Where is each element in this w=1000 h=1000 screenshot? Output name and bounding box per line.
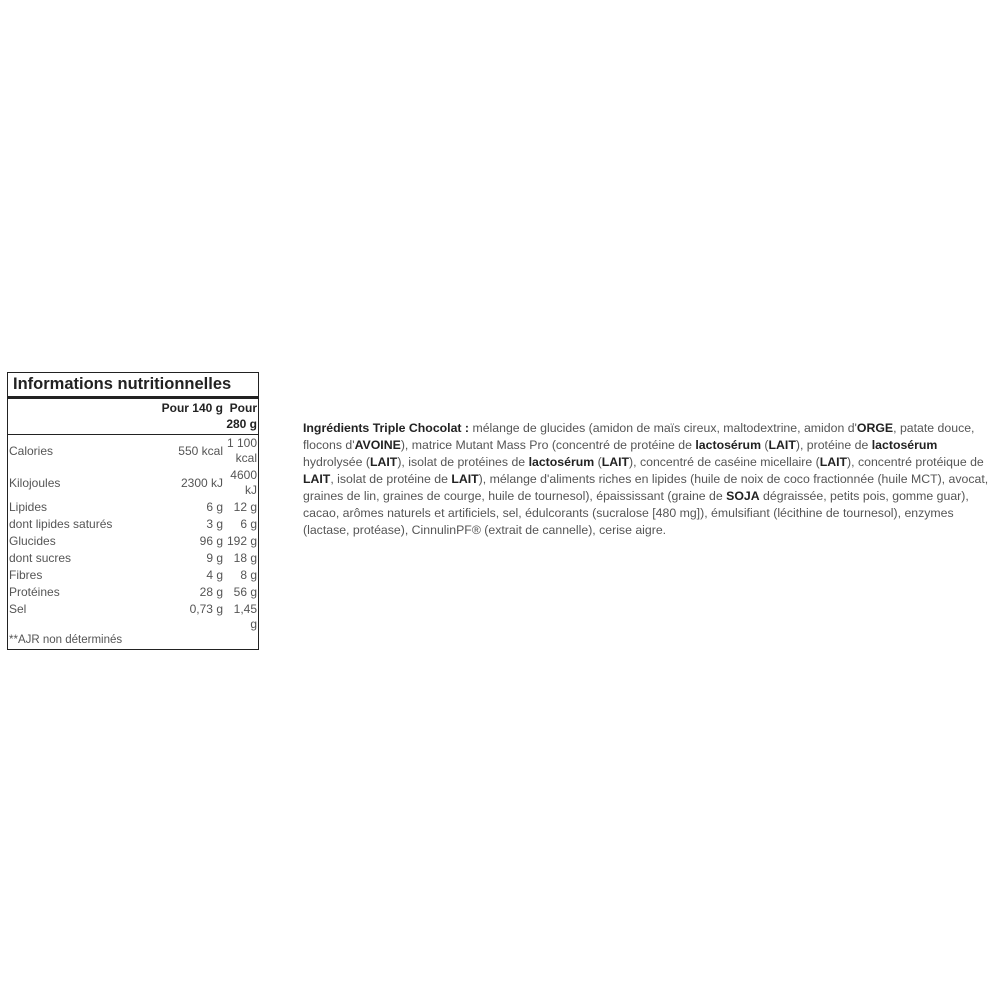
ajr-footnote: **AJR non déterminés bbox=[9, 634, 123, 646]
nutrition-grid bbox=[8, 399, 258, 633]
ingredients-text: , patate douce, flocons d' bbox=[303, 421, 975, 452]
allergen-highlight: LAIT bbox=[768, 438, 796, 452]
row-value-140g: 2300 kJ bbox=[180, 475, 223, 490]
allergen-highlight: LAIT bbox=[303, 472, 331, 486]
nutrition-row-lipides bbox=[8, 499, 258, 516]
header-per-280g: Pour 280 g bbox=[224, 399, 258, 435]
nutrition-row-sucres bbox=[8, 550, 258, 567]
nutrition-facts-table bbox=[7, 372, 259, 650]
ingredients-text: ), matrice Mutant Mass Pro (concentré de protéine de bbox=[400, 438, 696, 452]
ingredients-text: ), concentré protéique de bbox=[847, 455, 984, 469]
row-value-280g: 192 g bbox=[226, 534, 257, 548]
row-label: Fibres bbox=[9, 568, 43, 582]
row-label: Lipides bbox=[9, 500, 48, 514]
ingredients-text: hydrolysée ( bbox=[303, 455, 370, 469]
nutrition-row-glucides bbox=[8, 533, 258, 550]
allergen-highlight: LAIT bbox=[369, 455, 398, 469]
ingredients-text: , isolat de protéine de bbox=[330, 472, 452, 486]
ingredients-text: ( bbox=[761, 438, 769, 452]
row-value-140g: 96 g bbox=[199, 534, 223, 548]
nutrition-header-row bbox=[8, 399, 258, 435]
row-value-280g: 56 g bbox=[233, 585, 257, 599]
ingredients-text: dégraissée, petits pois, gomme guar), cacao, arômes naturels et artificiels, sel, édulcorants (sucralose [480 mg]), émulsifiant (lécithine de tournesol), enzymes (lactase, protéase), CinnulinPF® (extrait de cannelle), cerise aigre. bbox=[303, 489, 969, 537]
nutrition-row-fibres bbox=[8, 567, 258, 584]
ingredients-text: ), mélange d'aliments riches en lipides (huile de noix de coco fractionnée (huile MCT), avocat, graines de lin, graines de courge, huile de tournesol), épaississant (graine de bbox=[303, 472, 989, 503]
row-value-140g: 6 g bbox=[206, 500, 223, 514]
row-value-140g: 0,73 g bbox=[189, 602, 223, 616]
row-value-280g: 6 g bbox=[240, 517, 257, 531]
allergen-highlight: LAIT bbox=[451, 472, 479, 486]
allergen-highlight: lactosérum bbox=[528, 455, 595, 469]
row-value-140g: 28 g bbox=[199, 585, 223, 599]
allergen-highlight: LAIT bbox=[819, 455, 848, 469]
nutrition-row-lipides-satures bbox=[8, 516, 258, 533]
ingredients-text: ), concentré de caséine micellaire ( bbox=[629, 455, 820, 469]
row-label: Kilojoules bbox=[9, 475, 61, 490]
allergen-highlight: SOJA bbox=[726, 489, 760, 503]
row-label: Sel bbox=[9, 602, 27, 616]
row-value-280g: 1 100 kcal bbox=[226, 436, 257, 465]
row-label: dont sucres bbox=[9, 551, 72, 565]
ingredients-paragraph bbox=[303, 420, 993, 539]
ingredients-text: ), protéine de bbox=[795, 438, 872, 452]
nutrition-row-sel bbox=[8, 601, 258, 633]
allergen-highlight: LAIT bbox=[601, 455, 630, 469]
row-label: Calories bbox=[9, 443, 54, 458]
allergen-highlight: AVOINE bbox=[354, 438, 401, 452]
nutrition-row-proteines bbox=[8, 584, 258, 601]
row-value-140g: 550 kcal bbox=[178, 443, 223, 458]
row-label: Protéines bbox=[9, 585, 60, 599]
header-label bbox=[8, 399, 158, 435]
allergen-highlight: lactosérum bbox=[695, 438, 762, 452]
nutrition-row-kilojoules bbox=[8, 467, 258, 499]
allergen-highlight: lactosérum bbox=[871, 438, 938, 452]
row-value-140g: 3 g bbox=[206, 517, 223, 531]
ingredients-text: ( bbox=[594, 455, 602, 469]
row-label: dont lipides saturés bbox=[9, 517, 113, 531]
row-label: Glucides bbox=[9, 534, 56, 548]
row-value-280g: 8 g bbox=[240, 568, 257, 582]
ingredients-title: Ingrédients Triple Chocolat : bbox=[303, 421, 470, 435]
header-per-140g: Pour 140 g bbox=[158, 399, 224, 435]
nutrition-row-calories bbox=[8, 435, 258, 468]
nutrition-title: Informations nutritionnelles bbox=[8, 373, 258, 399]
allergen-highlight: ORGE bbox=[856, 421, 894, 435]
row-value-280g: 12 g bbox=[233, 500, 257, 514]
row-value-140g: 4 g bbox=[206, 568, 223, 582]
row-value-280g: 4600 kJ bbox=[230, 468, 257, 497]
ingredients-text: mélange de glucides (amidon de maïs cireux, maltodextrine, amidon d' bbox=[469, 421, 857, 435]
row-value-140g: 9 g bbox=[206, 551, 223, 565]
ingredients-text: ), isolat de protéines de bbox=[397, 455, 529, 469]
row-value-280g: 1,45 g bbox=[233, 602, 257, 631]
row-value-280g: 18 g bbox=[233, 551, 257, 565]
